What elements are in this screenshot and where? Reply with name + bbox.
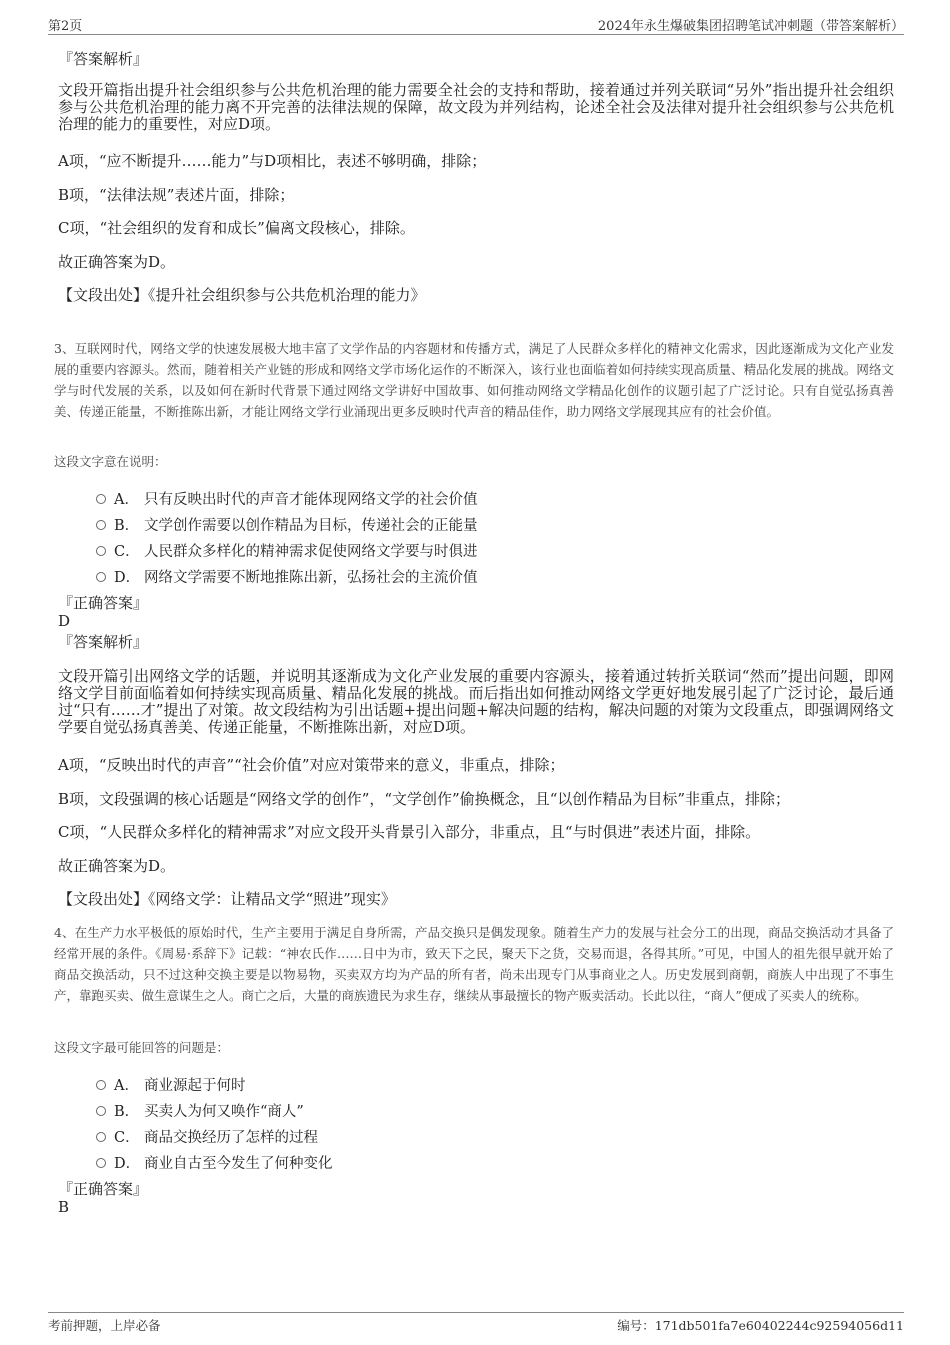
answer-analysis-label: 『答案解析』	[58, 50, 149, 68]
answer-analysis-label: 『答案解析』	[58, 633, 149, 651]
correct-answer: B	[58, 1198, 70, 1216]
option-letter: C．	[114, 544, 140, 560]
option-text: 买卖人为何又唤作“商人”	[144, 1104, 304, 1120]
analysis-note: C项，“社会组织的发育和成长”偏离文段核心，排除。	[58, 219, 415, 237]
radio-icon[interactable]	[96, 1132, 106, 1142]
option-text: 人民群众多样化的精神需求促使网络文学要与时俱进	[144, 544, 478, 560]
option-text: 网络文学需要不断地推陈出新，弘扬社会的主流价值	[144, 570, 478, 586]
correct-answer-note: 故正确答案为D。	[58, 857, 176, 875]
option-letter: D．	[114, 570, 141, 586]
answer-analysis-text: 文段开篇引出网络文学的话题，并说明其逐渐成为文化产业发展的重要内容源头，接着通过转折关联词“然而”提出问题，即网络文学目前面临着如何持续实现高质量、精品化发展的挑战。而后指出如何推动网络文学更好地发展引起了广泛讨论，最后通过“只有……才”提出了对策。故文段结构为引出话题+提出问题+解决问题的结构，解决问题的对策为文段重点，即强调网络文学要自觉弘扬真善美、传递正能量，不断推陈出新，对应D项。	[58, 667, 894, 736]
question-prompt: 这段文字最可能回答的问题是：	[54, 1040, 230, 1055]
passage-source: 【文段出处】《网络文学：让精品文学“照进”现实》	[58, 890, 396, 908]
page-footer	[48, 1312, 904, 1333]
option-text: 商业源起于何时	[144, 1078, 246, 1094]
page-number: 第2页	[48, 19, 83, 34]
question-passage: 3、互联网时代，网络文学的快速发展极大地丰富了文学作品的内容题材和传播方式，满足了人民群众多样化的精神文化需求，因此逐渐成为文化产业发展的重要内容源头。然而，随着相关产业链的形成和网络文学市场化运作的不断深入，该行业也面临着如何持续实现高质量、精品化发展的挑战。网络文学与时代发展的关系，以及如何在新时代背景下通过网络文学讲好中国故事、如何推动网络文学精品化创作的议题引起了广泛讨论。只有自觉弘扬真善美、传递正能量，不断推陈出新，才能让网络文学行业涌现出更多反映时代声音的精品佳作，助力网络文学展现其应有的社会价值。	[54, 341, 894, 419]
analysis-note: B项，文段强调的核心话题是“网络文学的创作”，“文学创作”偷换概念，且“以创作精品为目标”非重点，排除；	[58, 790, 791, 808]
document-id: 编号：171db501fa7e60402244c92594056d11	[617, 1318, 904, 1333]
correct-answer: D	[58, 612, 71, 630]
correct-answer-note: 故正确答案为D。	[58, 253, 176, 271]
correct-answer-label: 『正确答案』	[58, 594, 149, 612]
option-letter: C．	[114, 1130, 140, 1146]
radio-icon[interactable]	[96, 1080, 106, 1090]
page-header	[48, 14, 904, 35]
option-b[interactable]	[96, 1100, 304, 1121]
passage-source: 【文段出处】《提升社会组织参与公共危机治理的能力》	[58, 286, 426, 304]
option-text: 商品交换经历了怎样的过程	[144, 1130, 318, 1146]
correct-answer-label: 『正确答案』	[58, 1180, 149, 1198]
analysis-note: B项，“法律法规”表述片面，排除；	[58, 186, 295, 204]
option-c[interactable]	[96, 540, 478, 561]
option-letter: A．	[114, 492, 139, 508]
analysis-note: A项，“反映出时代的声音”“社会价值”对应对策带来的意义，非重点，排除；	[58, 756, 565, 774]
radio-icon[interactable]	[96, 494, 106, 504]
option-a[interactable]	[96, 1074, 246, 1095]
radio-icon[interactable]	[96, 1158, 106, 1168]
option-letter: D．	[114, 1156, 141, 1172]
analysis-note: C项，“人民群众多样化的精神需求”对应文段开头背景引入部分，非重点，且“与时俱进”表述片面，排除。	[58, 823, 761, 841]
option-text: 只有反映出时代的声音才能体现网络文学的社会价值	[144, 492, 478, 508]
answer-analysis-text: 文段开篇指出提升社会组织参与公共危机治理的能力需要全社会的支持和帮助，接着通过并列关联词“另外”指出提升社会组织参与公共危机治理的能力离不开完善的法律法规的保障，故文段为并列结构，论述全社会及法律对提升社会组织参与公共危机治理的能力的重要性，对应D项。	[58, 81, 894, 133]
option-a[interactable]	[96, 488, 478, 509]
question-prompt: 这段文字意在说明：	[54, 454, 167, 469]
option-letter: B．	[114, 1104, 140, 1120]
option-d[interactable]	[96, 566, 478, 587]
radio-icon[interactable]	[96, 572, 106, 582]
analysis-note: A项，“应不断提升……能力”与D项相比，表述不够明确，排除；	[58, 152, 487, 170]
option-d[interactable]	[96, 1152, 333, 1173]
option-letter: A．	[114, 1078, 139, 1094]
option-c[interactable]	[96, 1126, 318, 1147]
radio-icon[interactable]	[96, 520, 106, 530]
option-letter: B．	[114, 518, 140, 534]
question-passage: 4、在生产力水平极低的原始时代，生产主要用于满足自身所需，产品交换只是偶发现象。随着生产力的发展与社会分工的出现，商品交换活动才具备了经常开展的条件。《周易·系辞下》记载：“神农氏作……日中为市，致天下之民，聚天下之货，交易而退，各得其所。”可见，中国人的祖先很早就开始了商品交换活动，只不过这种交换主要是以物易物，买卖双方均为产品的所有者，尚未出现专门从事商业之人。历史发展到商朝，商族人中出现了不事生产，靠跑买卖、做生意谋生之人。商亡之后，大量的商族遗民为求生存，继续从事最擅长的物产贩卖活动。长此以往，“商人”便成了买卖人的统称。	[54, 925, 894, 1003]
document-title: 2024年永生爆破集团招聘笔试冲刺题（带答案解析）	[597, 19, 904, 34]
radio-icon[interactable]	[96, 546, 106, 556]
option-text: 商业自古至今发生了何种变化	[144, 1156, 333, 1172]
footer-slogan: 考前押题，上岸必备	[48, 1318, 161, 1333]
option-b[interactable]	[96, 514, 478, 535]
option-text: 文学创作需要以创作精品为目标，传递社会的正能量	[144, 518, 478, 534]
radio-icon[interactable]	[96, 1106, 106, 1116]
